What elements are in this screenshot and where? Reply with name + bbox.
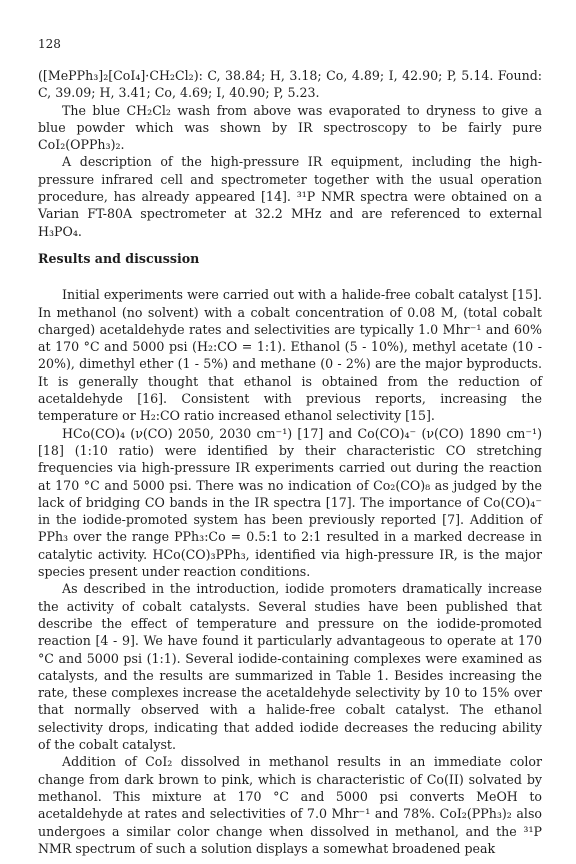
- section-heading: Results and discussion: [38, 251, 200, 266]
- results-paragraph-4: Addition of CoI₂ dissolved in methanol results in an immediate color change from dark brown to pink, which is characteristic of Co(II) solvated by methanol. This mixture at 170 °C and 5000 psi converts MeOH to acetaldehyde at rates and selectivities of 7.0 Mhr⁻¹ and 78%. CoI₂(PPh₃)₂ also undergoes a similar color change when dissolved in methanol, and the ³¹P NMR spectrum of such a solution displays a somewhat broadened peak: [38, 754, 542, 856]
- results-section: [38, 250, 542, 857]
- elemental-analysis-paragraph: ([MePPh₃]₂[CoI₄]·CH₂Cl₂): C, 38.84; H, 3.18; Co, 4.89; I, 42.90; P, 5.14. Found: C, 39.09; H, 3.41; Co, 4.69; I, 40.90; P, 5.23.: [38, 68, 542, 101]
- page-number: 128: [38, 37, 61, 51]
- experimental-continuation: [38, 67, 542, 240]
- results-paragraph-1: Initial experiments were carried out with a halide-free cobalt catalyst [15]. In methanol (no solvent) with a cobalt concentration of 0.08 M, (total cobalt charged) acetaldehyde rates and selectivities are typically 1.0 Mhr⁻¹ and 60% at 170 °C and 5000 psi (H₂:CO = 1:1). Ethanol (5 - 10%), methyl acetate (10 - 20%), dimethyl ether (1 - 5%) and methane (0 - 2%) are the major byproducts. It is generally thought that ethanol is obtained from the reduction of acetaldehyde [16]. Consistent with previous reports, increasing the temperature or H₂:CO ratio increased ethanol selectivity [15].: [38, 287, 542, 424]
- ir-equipment-paragraph: A description of the high-pressure IR equipment, including the high-pressure infrared cell and spectrometer together with the usual operation procedure, has already appeared [14]. ³¹P NMR spectra were obtained on a Varian FT-80A spectrometer at 32.2 MHz and are referenced to external H₃PO₄.: [38, 154, 542, 239]
- blue-wash-paragraph: The blue CH₂Cl₂ wash from above was evaporated to dryness to give a blue powder which was shown by IR spectroscopy to be fairly pure CoI₂(OPPh₃)₂.: [38, 102, 542, 153]
- results-paragraph-2: HCo(CO)₄ (ν(CO) 2050, 2030 cm⁻¹) [17] and Co(CO)₄⁻ (ν(CO) 1890 cm⁻¹) [18] (1:10 ratio) were identified by their characteristic CO stretching frequencies via high-pressure IR experiments carried out during the reaction at 170 °C and 5000 psi. There was no indication of Co₂(CO)₈ as judged by the lack of bridging CO bands in the IR spectra [17]. The importance of Co(CO)₄⁻ in the iodide-promoted system has been previously reported [7]. Addition of PPh₃ over the range PPh₃:Co = 0.5:1 to 2:1 resulted in a marked decrease in catalytic activity. HCo(CO)₃PPh₃, identified via high-pressure IR, is the major species present under reaction conditions.: [38, 425, 542, 580]
- results-paragraph-3: As described in the introduction, iodide promoters dramatically increase the activity of cobalt catalysts. Several studies have been published that describe the effect of temperature and pressure on the iodide-promoted reaction [4 - 9]. We have found it particularly advantageous to operate at 170 °C and 5000 psi (1:1). Several iodide-containing complexes were examined as catalysts, and the results are summarized in Table 1. Besides increasing the rate, these complexes increase the acetaldehyde selectivity by 10 to 15% over that normally observed with a halide-free cobalt catalyst. The ethanol selectivity drops, indicating that added iodide decreases the reducing ability of the cobalt catalyst.: [38, 581, 542, 753]
